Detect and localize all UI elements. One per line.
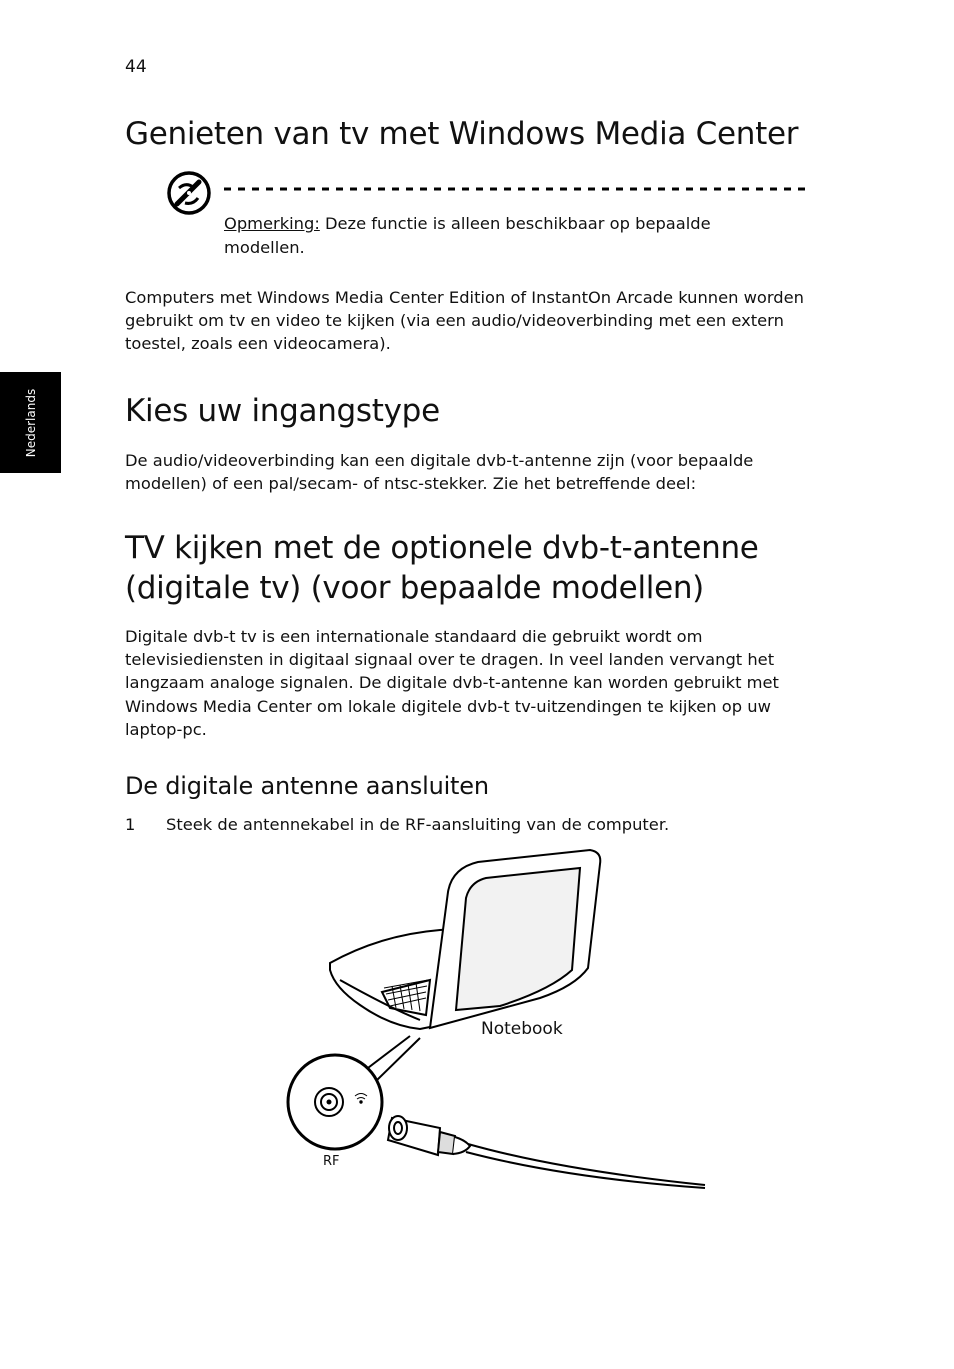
rf-label: RF	[323, 1154, 340, 1169]
step-text: Steek de antennekabel in de RF-aansluiting van de computer.	[166, 815, 670, 834]
rf-port-callout	[288, 1055, 382, 1149]
paragraph-input-type: De audio/videoverbinding kan een digitale dvb-t-antenne zijn (voor bepaalde modellen) of een pal/secam- of ntsc-stekker. Zie het betreffende deel:	[125, 451, 754, 494]
section-title-dvbt-line2: (digitale tv) (voor bepaalde modellen)	[125, 570, 704, 606]
paragraph-dvbt: Digitale dvb-t tv is een internationale standaard die gebruikt wordt om televisiediensten in digitaal signaal over te dragen. In veel landen vervangt het langzaam analoge signalen. De digitale dvb-t-antenne kan worden gebruikt met Windows Media Center om lokale digitele dvb-t tv-uitzendingen te kijken op uw laptop-pc.	[125, 627, 779, 739]
step-number: 1	[125, 815, 136, 834]
notebook-drawing	[330, 850, 600, 1029]
paragraph-intro: Computers met Windows Media Center Edition of InstantOn Arcade kunnen worden gebruikt om tv en video te kijken (via een audio/videoverbinding met een extern toestel, zoals een videocamera).	[125, 288, 804, 354]
language-side-tab-label: Nederlands	[23, 388, 38, 457]
antenna-cable-plug	[388, 1116, 705, 1188]
language-side-tab	[0, 372, 61, 473]
note-body: Deze functie is alleen beschikbaar op bepaalde modellen.	[224, 214, 711, 257]
page-number: 44	[125, 57, 147, 77]
section-title-input-type: Kies uw ingangstype	[125, 393, 440, 429]
note-text	[224, 212, 784, 259]
subsection-title-connect-antenna: De digitale antenne aansluiten	[125, 772, 489, 800]
note-label: Opmerking:	[224, 214, 320, 233]
notebook-label: Notebook	[481, 1019, 563, 1039]
note-divider	[224, 186, 809, 192]
section-title-dvbt-line1: TV kijken met de optionele dvb-t-antenne	[125, 530, 759, 566]
pencil-note-icon	[166, 170, 212, 216]
section-title-windows-media-center: Genieten van tv met Windows Media Center	[125, 116, 799, 152]
